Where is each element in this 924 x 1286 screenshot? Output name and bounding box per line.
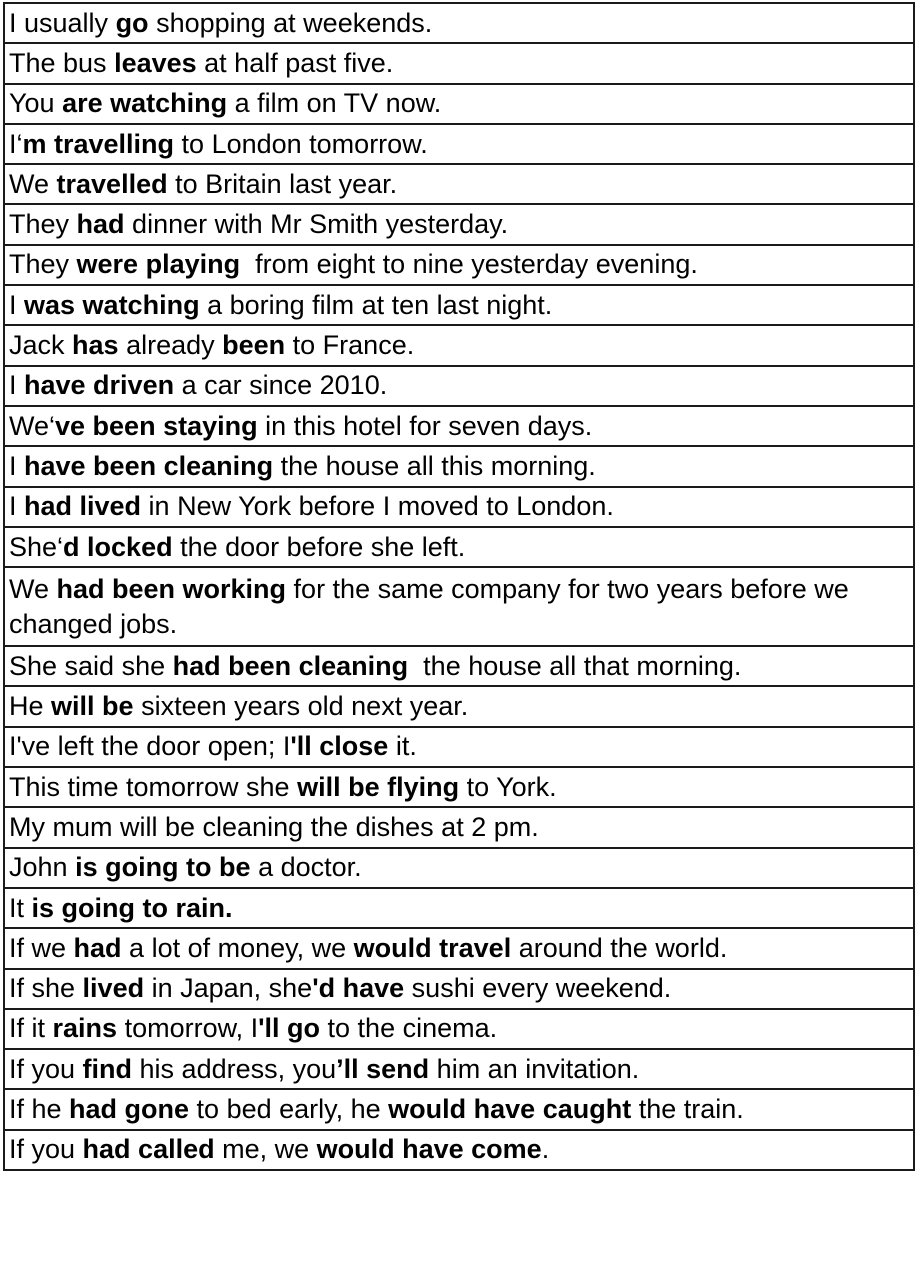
sentence-text: around the world.: [511, 932, 728, 963]
sentence-text: He: [9, 691, 52, 722]
verb-phrase-bold: had been cleaning: [172, 650, 409, 681]
verb-phrase-bold: travelled: [56, 168, 168, 199]
sentence-cell: [4, 567, 914, 646]
sentence-text: a boring film at ten last night.: [199, 289, 553, 320]
verb-phrase-bold: had: [73, 932, 122, 963]
table-row: [4, 646, 914, 686]
table-row: [4, 527, 914, 567]
verb-phrase-bold: have driven: [24, 370, 175, 401]
sentence-text: I: [9, 370, 25, 401]
table-row: [4, 767, 914, 807]
sentence-cell: [4, 1049, 914, 1089]
verb-phrase-bold: is going to rain.: [31, 892, 233, 923]
verb-phrase-bold: had: [76, 209, 125, 240]
sentence-text: a lot of money, we: [121, 932, 354, 963]
sentence-text: If she: [9, 973, 83, 1004]
table-row: [4, 84, 914, 124]
sentence-cell: [4, 487, 914, 527]
table-row: [4, 43, 914, 83]
verb-phrase-bold: been: [222, 330, 286, 361]
verb-phrase-bold: would have come: [316, 1134, 542, 1165]
sentence-text: sixteen years old next year.: [133, 691, 469, 722]
sentence-text: the door before she left.: [172, 531, 466, 562]
sentence-text: She‘: [9, 531, 64, 562]
sentence-cell: [4, 406, 914, 446]
sentence-text: the train.: [631, 1094, 744, 1125]
sentence-text: dinner with Mr Smith yesterday.: [124, 209, 509, 240]
sentence-cell: [4, 848, 914, 888]
sentence-cell: [4, 767, 914, 807]
sentence-cell: [4, 527, 914, 567]
verb-phrase-bold: has: [72, 330, 119, 361]
table-row: [4, 366, 914, 406]
sentence-text: at half past five.: [196, 47, 394, 78]
sentence-text: from eight to nine yesterday evening.: [240, 249, 698, 280]
sentence-table: [3, 2, 915, 1171]
sentence-text: Jack: [9, 330, 73, 361]
sentence-cell: [4, 204, 914, 244]
sentence-cell: [4, 1130, 914, 1170]
table-row: [4, 3, 914, 43]
sentence-text: If you: [9, 1134, 83, 1165]
sentence-text: .: [541, 1134, 550, 1165]
sentence-text: a doctor.: [250, 852, 362, 883]
sentence-text: I: [9, 450, 25, 481]
verb-phrase-bold: 'd have: [312, 973, 405, 1004]
table-row: [4, 245, 914, 285]
sentence-text: for the same company for two years before we changed jobs.: [9, 573, 857, 639]
verb-phrase-bold: lived: [82, 973, 145, 1004]
verb-phrase-bold: would have caught: [388, 1094, 632, 1125]
sentence-text: him an invitation.: [429, 1053, 640, 1084]
table-row: [4, 204, 914, 244]
verb-phrase-bold: had been working: [56, 573, 287, 604]
verb-phrase-bold: had called: [82, 1134, 215, 1165]
table-row: [4, 888, 914, 928]
sentence-cell: [4, 928, 914, 968]
sentence-text: I‘: [9, 128, 23, 159]
sentence-cell: [4, 1009, 914, 1049]
sentence-text: a car since 2010.: [174, 370, 388, 401]
sentence-text: I: [9, 289, 25, 320]
sentence-text: a film on TV now.: [227, 88, 442, 119]
sentence-text: If he: [9, 1094, 70, 1125]
sentence-cell: [4, 366, 914, 406]
table-row: [4, 848, 914, 888]
verb-phrase-bold: are watching: [62, 88, 228, 119]
verb-phrase-bold: had lived: [24, 491, 142, 522]
table-row: [4, 686, 914, 726]
sentence-text: If we: [9, 932, 74, 963]
sentence-cell: [4, 807, 914, 847]
sentence-text: This time tomorrow she: [9, 771, 298, 802]
sentence-text: tomorrow, I: [117, 1013, 259, 1044]
table-row: [4, 164, 914, 204]
sentence-text: his address, you: [132, 1053, 337, 1084]
verb-phrase-bold: leaves: [114, 47, 197, 78]
sentence-text: it.: [388, 731, 417, 762]
table-row: [4, 325, 914, 365]
sentence-text: It: [9, 892, 32, 923]
sentence-text: the house all that morning.: [408, 650, 742, 681]
verb-phrase-bold: had gone: [69, 1094, 190, 1125]
verb-phrase-bold: d locked: [63, 531, 173, 562]
table-row: [4, 567, 914, 646]
sentence-cell: [4, 446, 914, 486]
sentence-text: I: [9, 491, 25, 522]
sentence-text: We: [9, 168, 57, 199]
table-row: [4, 807, 914, 847]
table-row: [4, 727, 914, 767]
sentence-cell: [4, 888, 914, 928]
verb-phrase-bold: were playing: [76, 249, 241, 280]
sentence-cell: [4, 245, 914, 285]
verb-phrase-bold: find: [82, 1053, 133, 1084]
sentence-text: to Britain last year.: [167, 168, 398, 199]
table-row: [4, 1089, 914, 1129]
sentence-text: I've left the door open; I: [9, 731, 291, 762]
verb-phrase-bold: have been cleaning: [24, 450, 274, 481]
verb-phrase-bold: ve been staying: [55, 410, 258, 441]
table-row: [4, 969, 914, 1009]
sentence-cell: [4, 325, 914, 365]
sentence-text: They: [9, 209, 77, 240]
sentence-text: sushi every weekend.: [404, 973, 672, 1004]
sentence-text: me, we: [214, 1134, 317, 1165]
verb-phrase-bold: would travel: [353, 932, 512, 963]
table-row: [4, 1130, 914, 1170]
sentence-text: in Japan, she: [144, 973, 313, 1004]
sentence-text: I usually: [9, 7, 116, 38]
sentence-text: My mum will be cleaning the dishes at 2 pm.: [9, 811, 539, 842]
sentence-cell: [4, 84, 914, 124]
sentence-cell: [4, 124, 914, 164]
verb-phrase-bold: rains: [52, 1013, 118, 1044]
sentence-text: the house all this morning.: [273, 450, 596, 481]
sentence-cell: [4, 164, 914, 204]
sentence-text: We: [9, 573, 57, 604]
sentence-text: to York.: [459, 771, 557, 802]
table-row: [4, 446, 914, 486]
table-row: [4, 1009, 914, 1049]
sentence-cell: [4, 727, 914, 767]
verb-phrase-bold: 'll go: [258, 1013, 321, 1044]
sentence-cell: [4, 285, 914, 325]
sentence-text: If it: [9, 1013, 53, 1044]
verb-phrase-bold: 'll close: [290, 731, 389, 762]
sentence-text: already: [118, 330, 223, 361]
sentence-text: in New York before I moved to London.: [141, 491, 614, 522]
verb-phrase-bold: go: [115, 7, 149, 38]
sentence-text: to London tomorrow.: [174, 128, 428, 159]
sentence-cell: [4, 43, 914, 83]
sentence-text: We‘: [9, 410, 56, 441]
sentence-text: They: [9, 249, 77, 280]
table-row: [4, 285, 914, 325]
verb-phrase-bold: ’ll send: [336, 1053, 430, 1084]
verb-phrase-bold: will be: [51, 691, 134, 722]
sentence-text: in this hotel for seven days.: [257, 410, 593, 441]
verb-phrase-bold: was watching: [24, 289, 200, 320]
table-row: [4, 928, 914, 968]
verb-phrase-bold: will be flying: [297, 771, 460, 802]
sentence-text: to France.: [285, 330, 415, 361]
table-row: [4, 406, 914, 446]
sentence-text: The bus: [9, 47, 115, 78]
sentence-cell: [4, 1089, 914, 1129]
sentence-text: to bed early, he: [189, 1094, 389, 1125]
sentence-cell: [4, 3, 914, 43]
sentence-text: If you: [9, 1053, 83, 1084]
verb-phrase-bold: is going to be: [75, 852, 251, 883]
table-row: [4, 487, 914, 527]
sentence-text: shopping at weekends.: [148, 7, 433, 38]
sentence-cell: [4, 646, 914, 686]
table-row: [4, 124, 914, 164]
verb-phrase-bold: m travelling: [22, 128, 175, 159]
sentence-cell: [4, 969, 914, 1009]
sentence-text: You: [9, 88, 63, 119]
table-row: [4, 1049, 914, 1089]
sentence-text: to the cinema.: [320, 1013, 498, 1044]
sentence-cell: [4, 686, 914, 726]
sentence-text: She said she: [9, 650, 173, 681]
sentence-table-body: [4, 3, 914, 1170]
sentence-text: John: [9, 852, 76, 883]
